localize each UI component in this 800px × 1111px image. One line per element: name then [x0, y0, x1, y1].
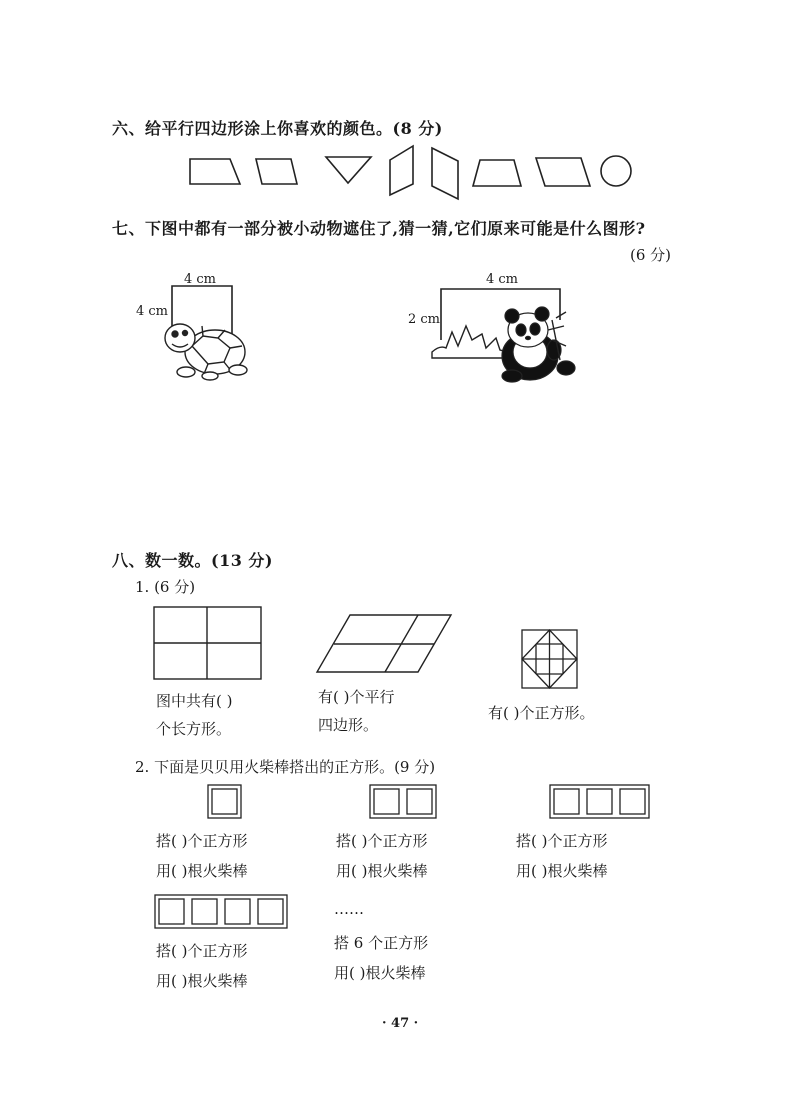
m1-yong: 用( )根火柴棒 — [156, 862, 248, 880]
q2-line2: 四边形。 — [318, 716, 379, 734]
m4-yong: 用( )根火柴棒 — [156, 972, 248, 990]
part1-label: 1. (6 分) — [135, 578, 196, 596]
matchstick-4-squares — [155, 895, 287, 928]
section-7-score: (6 分) — [630, 246, 672, 264]
q1-line1: 图中共有( ) — [156, 692, 233, 710]
matchstick-3-squares — [550, 785, 649, 818]
section-6-heading: 六、给平行四边形涂上你喜欢的颜色。(8 分) — [112, 119, 443, 138]
m1-da: 搭( )个正方形 — [156, 832, 248, 850]
m4-da: 搭( )个正方形 — [156, 942, 248, 960]
section-8-heading: 八、数一数。(13 分) — [112, 551, 273, 570]
q1-line2: 个长方形。 — [156, 720, 232, 738]
fig1-side-label: 4 cm — [136, 304, 169, 319]
six-yong: 用( )根火柴棒 — [334, 964, 426, 982]
matchstick-1-square — [208, 785, 241, 818]
fig1-top-label: 4 cm — [184, 272, 217, 287]
ellipsis: …… — [334, 900, 364, 918]
page-number: · 47 · — [382, 1016, 419, 1031]
matchstick-2-squares — [370, 785, 436, 818]
m2-da: 搭( )个正方形 — [336, 832, 428, 850]
m3-da: 搭( )个正方形 — [516, 832, 608, 850]
q3-line: 有( )个正方形。 — [488, 704, 595, 722]
fig2-side-label: 2 cm — [408, 312, 441, 327]
m3-yong: 用( )根火柴棒 — [516, 862, 608, 880]
part2-label: 2. 下面是贝贝用火柴棒搭出的正方形。(9 分) — [135, 758, 436, 776]
six-da: 搭 6 个正方形 — [334, 934, 429, 952]
fig2-top-label: 4 cm — [486, 272, 519, 287]
q2-line1: 有( )个平行 — [318, 688, 395, 706]
m2-yong: 用( )根火柴棒 — [336, 862, 428, 880]
section-7-heading: 七、下图中都有一部分被小动物遮住了,猜一猜,它们原来可能是什么图形? — [112, 219, 646, 238]
